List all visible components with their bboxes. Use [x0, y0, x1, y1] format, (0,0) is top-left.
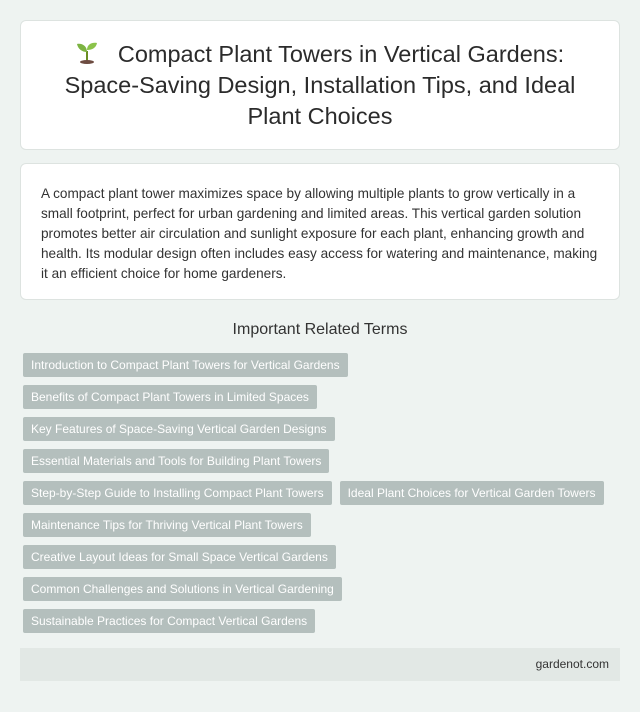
related-term-tag[interactable]: Creative Layout Ideas for Small Space Vertical Gardens: [23, 545, 336, 569]
tag-row: [23, 417, 623, 441]
related-terms-heading: Important Related Terms: [232, 321, 408, 338]
related-term-tag[interactable]: Common Challenges and Solutions in Vertical Gardening: [23, 577, 342, 601]
tag-row: [23, 385, 623, 409]
footer-site-link[interactable]: gardenot.com: [535, 657, 609, 671]
related-term-tag[interactable]: Step-by-Step Guide to Installing Compact Plant Towers: [23, 481, 332, 505]
related-term-tag[interactable]: Key Features of Space-Saving Vertical Garden Designs: [23, 417, 335, 441]
related-term-tag[interactable]: Sustainable Practices for Compact Vertical Gardens: [23, 609, 315, 633]
related-term-tag[interactable]: Ideal Plant Choices for Vertical Garden Towers: [340, 481, 604, 505]
footer: [20, 648, 620, 681]
seedling-icon: [76, 40, 98, 64]
page-title: [51, 39, 589, 132]
page-title-text: Compact Plant Towers in Vertical Gardens: Space-Saving Design, Installation Tips, and Ideal Plant Choices: [64, 40, 576, 129]
tag-row: [23, 481, 623, 505]
related-term-tag[interactable]: Essential Materials and Tools for Building Plant Towers: [23, 449, 329, 473]
tag-row: [23, 513, 623, 537]
related-term-tag[interactable]: Maintenance Tips for Thriving Vertical Plant Towers: [23, 513, 311, 537]
description-text: A compact plant tower maximizes space by allowing multiple plants to grow vertically in a small footprint, perfect for urban gardening and limited areas. This vertical garden solution promotes better air circulation and sunlight exposure for each plant, enhancing growth and health. Its modular design often includes easy access for watering and maintenance, making it an efficient choice for home gardeners.: [41, 186, 598, 281]
related-term-tag[interactable]: Benefits of Compact Plant Towers in Limited Spaces: [23, 385, 317, 409]
tag-row: [23, 353, 623, 377]
related-term-tag[interactable]: Introduction to Compact Plant Towers for Vertical Gardens: [23, 353, 348, 377]
tag-row: [23, 609, 623, 633]
title-card: [20, 20, 620, 150]
related-terms-list: [23, 353, 623, 641]
description-card: [20, 163, 620, 300]
tag-row: [23, 577, 623, 601]
tag-row: [23, 545, 623, 569]
tag-row: [23, 449, 623, 473]
